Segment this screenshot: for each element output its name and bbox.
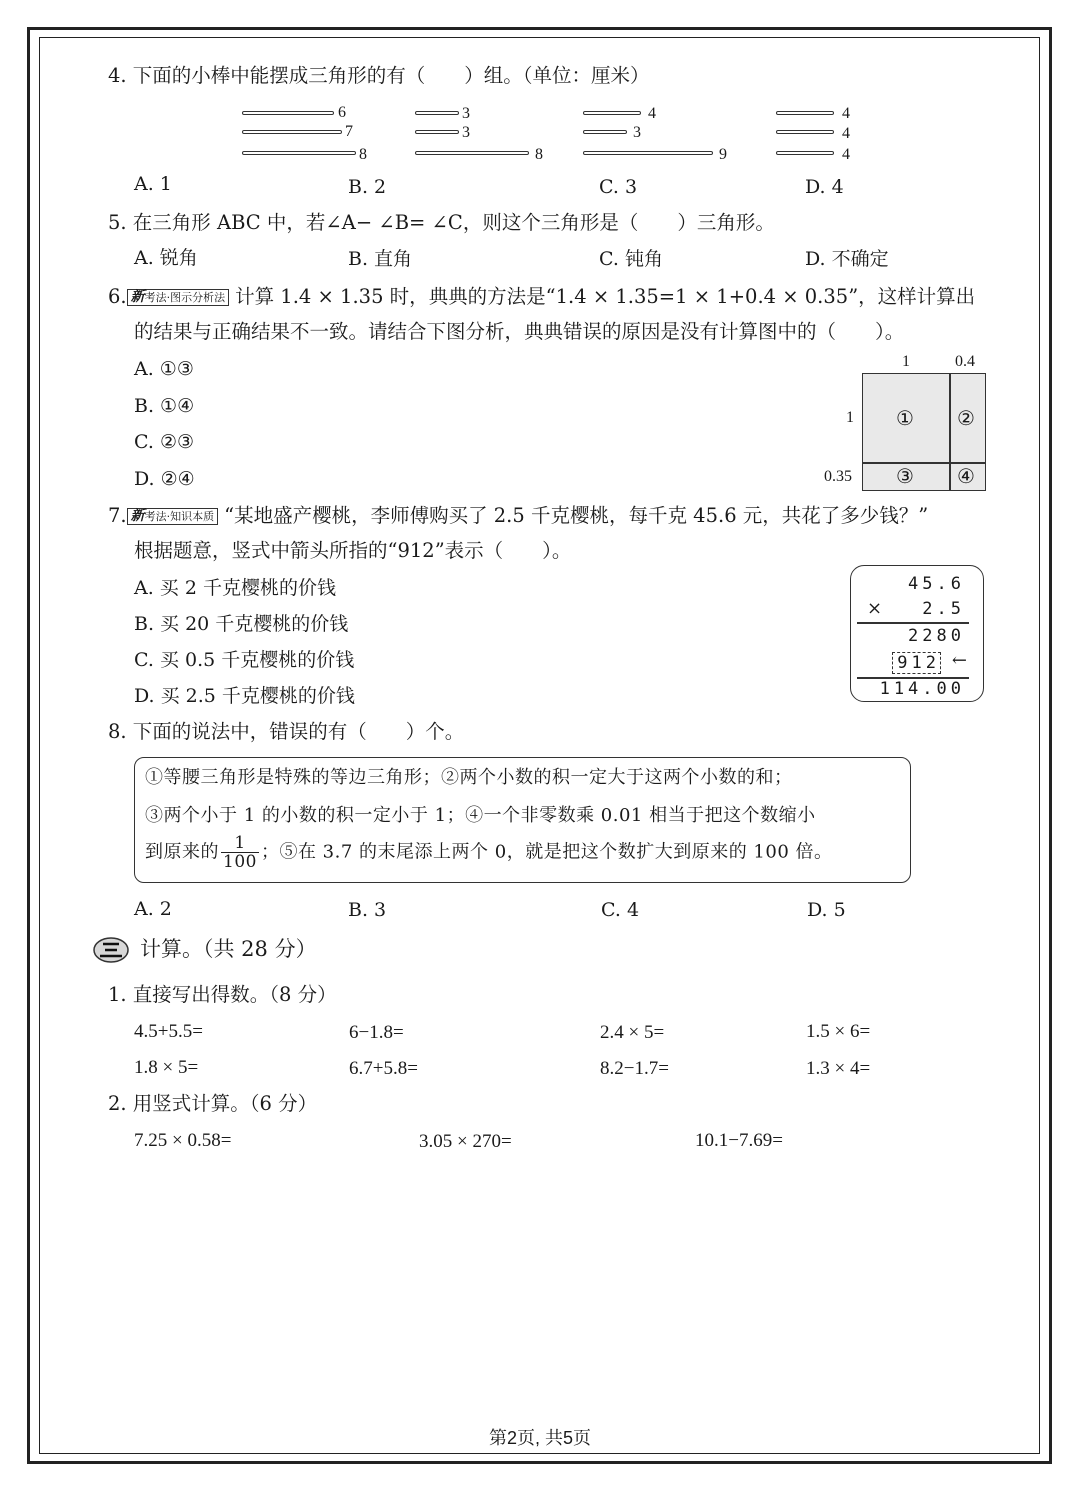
q7-option-d: D. 买 2.5 千克樱桃的价钱 xyxy=(134,685,355,707)
q8-option-a: A. 2 xyxy=(134,898,172,920)
q4-option-d: D. 4 xyxy=(805,176,844,198)
fraction-one-hundredth: $\frac{1}{100}$ xyxy=(223,833,257,872)
calc1-item-3: 2.4 × 5= xyxy=(600,1022,665,1043)
q4-stem: 4. 下面的小棒中能摆成三角形的有（ ）组。（单位：厘米） xyxy=(108,64,650,87)
q5-option-b: B. 直角 xyxy=(348,248,413,270)
q5-option-d: D. 不确定 xyxy=(805,248,889,270)
new-exam-badge: 新考法·图示分析法 xyxy=(127,289,230,306)
region-1: ① xyxy=(896,406,914,430)
q6-option-d: D. ②④ xyxy=(134,468,195,490)
calc1-item-6: 6.7+5.8= xyxy=(349,1058,418,1079)
calc2-stem: 2. 用竖式计算。（6 分） xyxy=(108,1092,318,1115)
q8-statements-box: ①等腰三角形是特殊的等边三角形；②两个小数的积一定大于这两个小数的和； ③两个小于 1 的小数的积一定小于 1；④一个非零数乘 0.01 相当于把这个数缩小 到原来的 $\frac{1}{100}$ ；⑤在 3.7 的末尾添上两个 0，就是把这个数扩大到原来的 100 倍。 xyxy=(134,757,911,883)
page-number-footer: 第2页, 共5页 xyxy=(488,1428,592,1448)
q7-option-a: A. 买 2 千克樱桃的价钱 xyxy=(134,577,336,599)
q8-option-b: B. 3 xyxy=(348,899,387,921)
q7-option-b: B. 买 20 千克樱桃的价钱 xyxy=(134,613,349,635)
q6-line1: 6. 新考法·图示分析法 计算 1.4 × 1.35 时，典典的方法是“1.4 × 1.35=1 × 1+0.4 × 0.35”，这样计算出 xyxy=(108,285,976,308)
calc1-item-1: 4.5+5.5= xyxy=(134,1021,203,1042)
q6-option-b: B. ①④ xyxy=(134,395,195,417)
calc1-item-2: 6−1.8= xyxy=(349,1022,404,1043)
q4-option-a: A. 1 xyxy=(134,173,172,195)
q4-option-b: B. 2 xyxy=(348,176,387,198)
calc2-item-2: 3.05 × 270= xyxy=(419,1131,512,1152)
calc2-item-1: 7.25 × 0.58= xyxy=(134,1130,232,1151)
q8-stem: 8. 下面的说法中，错误的有（ ）个。 xyxy=(108,720,465,743)
q8-option-c: C. 4 xyxy=(601,899,640,921)
region-2: ② xyxy=(957,406,975,430)
q4-option-c: C. 3 xyxy=(599,176,638,198)
q6-option-a: A. ①③ xyxy=(134,358,194,380)
calc1-item-4: 1.5 × 6= xyxy=(806,1021,871,1042)
vertical-multiplication: 45.6 × 2.5 2280 912 ← 114.00 xyxy=(850,565,984,702)
section-three-title: 计算。（共 28 分） xyxy=(140,937,317,961)
calc1-item-5: 1.8 × 5= xyxy=(134,1057,199,1078)
region-4: ④ xyxy=(957,464,975,488)
q7-option-c: C. 买 0.5 千克樱桃的价钱 xyxy=(134,649,355,671)
calc1-item-7: 8.2−1.7= xyxy=(600,1058,669,1079)
q8-option-d: D. 5 xyxy=(807,899,846,921)
new-exam-badge: 新考法·知识本质 xyxy=(127,508,219,525)
q7-line2: 根据题意，竖式中箭头所指的“912”表示（ ）。 xyxy=(134,539,572,562)
q5-option-c: C. 钝角 xyxy=(599,248,663,270)
q6-line2: 的结果与正确结果不一致。请结合下图分析，典典错误的原因是没有计算图中的（ ）。 xyxy=(134,320,905,343)
calc1-item-8: 1.3 × 4= xyxy=(806,1058,871,1079)
q5-option-a: A. 锐角 xyxy=(134,247,198,269)
calc1-stem: 1. 直接写出得数。（8 分） xyxy=(108,983,337,1006)
region-3: ③ xyxy=(896,464,914,488)
q6-option-c: C. ②③ xyxy=(134,431,195,453)
calc2-item-3: 10.1−7.69= xyxy=(695,1130,783,1151)
q7-line1: 7. 新考法·知识本质 “某地盛产樱桃，李师傅购买了 2.5 千克樱桃，每千克 45.6 元，共花了多少钱？” xyxy=(108,504,929,527)
section-three-icon xyxy=(92,935,130,965)
q5-stem: 5. 在三角形 ABC 中，若∠A− ∠B= ∠C，则这个三角形是（ ）三角形。 xyxy=(108,211,775,234)
